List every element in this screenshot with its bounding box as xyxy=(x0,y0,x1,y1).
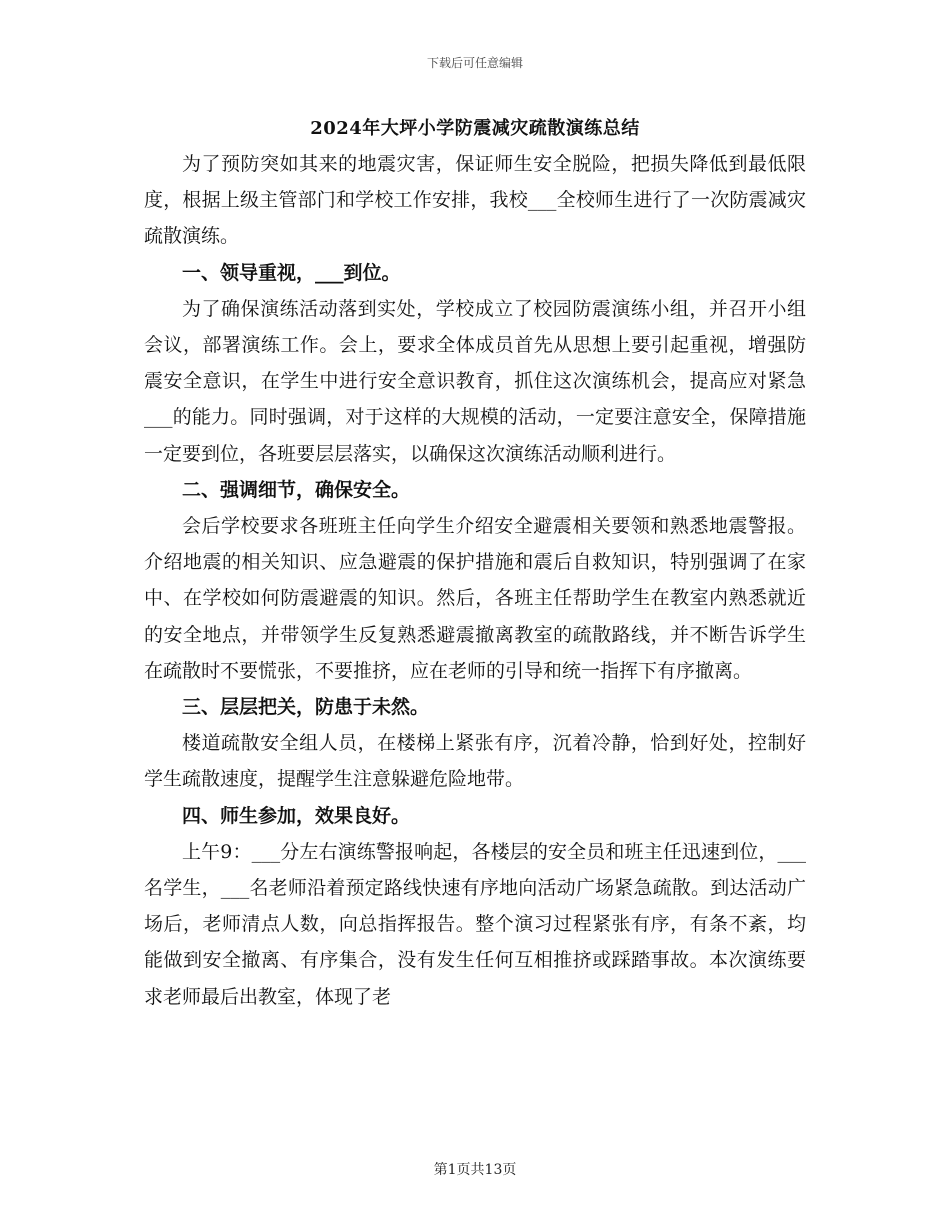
document-title: 2024年大坪小学防震减灾疏散演练总结 xyxy=(310,118,640,139)
section-heading-3: 三、层层把关，防患于未然。 xyxy=(182,696,430,719)
document-body xyxy=(144,146,806,1015)
section-heading-2: 二、强调细节，确保安全。 xyxy=(182,478,411,501)
section-heading-4: 四、师生参加，效果良好。 xyxy=(182,804,411,827)
page-number: 第1页共13页 xyxy=(433,1162,517,1178)
section-4-paragraph: 上午9：___分左右演练警报响起，各楼层的安全员和班主任迅速到位，___名学生，___名老师沿着预定路线快速有序地向活动广场紧急疏散。到达活动广场后，老师清点人数，向总指挥报告。整个演习过程紧张有序，有条不紊，均能做到安全撤离、有序集合，没有发生任何互相推挤或踩踏事故。本次演练要求老师最后出教室，体现了老 xyxy=(144,840,806,1008)
intro-paragraph: 为了预防突如其来的地震灾害，保证师生安全脱险，把损失降低到最低限度，根据上级主管部门和学校工作安排，我校___全校师生进行了一次防震减灾疏散演练。 xyxy=(144,153,806,248)
section-heading-1: 一、领导重视，___到位。 xyxy=(182,261,401,284)
section-2-paragraph: 会后学校要求各班班主任向学生介绍安全避震相关要领和熟悉地震警报。介绍地震的相关知识、应急避震的保护措施和震后自救知识，特别强调了在家中、在学校如何防震避震的知识。然后，各班主任帮助学生在教室内熟悉就近的安全地点，并带领学生反复熟悉避震撤离教室的疏散路线，并不断告诉学生在疏散时不要慌张，不要推挤，应在老师的引导和统一指挥下有序撤离。 xyxy=(144,515,806,682)
section-1-paragraph: 为了确保演练活动落到实处，学校成立了校园防震演练小组，并召开小组会议，部署演练工作。会上，要求全体成员首先从思想上要引起重视，增强防震安全意识，在学生中进行安全意识教育，抓住这次演练机会，提高应对紧急___的能力。同时强调，对于这样的大规模的活动，一定要注意安全，保障措施一定要到位，各班要层层落实，以确保这次演练活动顺利进行。 xyxy=(144,297,806,465)
section-3-paragraph: 楼道疏散安全组人员，在楼梯上紧张有序，沉着冷静，恰到好处，控制好学生疏散速度，提醒学生注意躲避危险地带。 xyxy=(144,732,806,791)
page-header-note: 下载后可任意编辑 xyxy=(426,56,523,70)
